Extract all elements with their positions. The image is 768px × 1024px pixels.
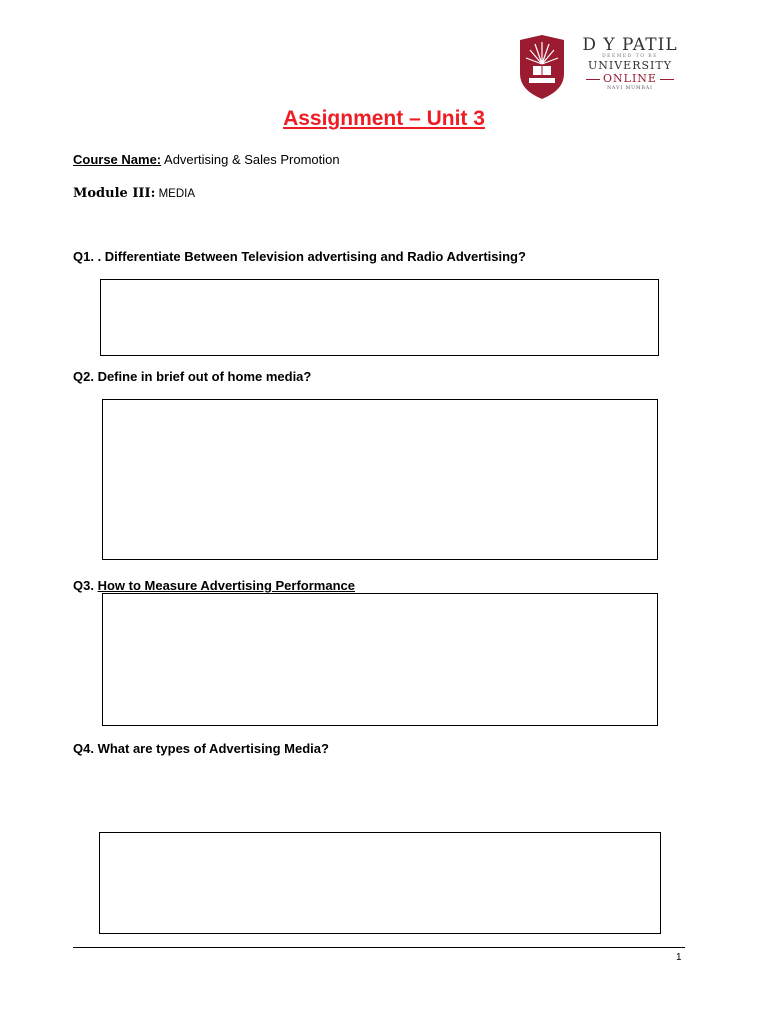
logo-divider xyxy=(586,79,600,80)
logo-city: NAVI MUMBAI xyxy=(607,86,653,91)
module-value: MEDIA xyxy=(155,188,196,200)
answer-box-1[interactable] xyxy=(100,279,659,356)
question-3-text: How to Measure Advertising Performance xyxy=(97,578,355,593)
logo-online: ONLINE xyxy=(603,72,657,85)
course-name xyxy=(73,152,340,167)
answer-box-2[interactable] xyxy=(102,399,658,560)
logo-tagline: DEEMED TO BE xyxy=(602,54,658,59)
footer-divider xyxy=(73,947,685,948)
university-logo xyxy=(518,34,684,102)
question-3-prefix: Q3. xyxy=(73,578,98,593)
page-number: 1 xyxy=(676,952,682,963)
shield-emblem-icon xyxy=(518,34,566,100)
module-name xyxy=(73,185,195,201)
page-title: Assignment – Unit 3 xyxy=(283,107,485,130)
course-label: Course Name: xyxy=(73,152,162,167)
question-3 xyxy=(73,578,355,593)
logo-divider xyxy=(660,79,674,80)
question-2: Q2. Define in brief out of home media? xyxy=(73,369,312,384)
question-1: Q1. . Differentiate Between Television advertising and Radio Advertising? xyxy=(73,249,526,264)
logo-name: D Y PATIL xyxy=(582,35,678,55)
answer-box-4[interactable] xyxy=(99,832,661,934)
question-4: Q4. What are types of Advertising Media? xyxy=(73,741,329,756)
module-label: Module III: xyxy=(73,186,156,201)
answer-box-3[interactable] xyxy=(102,593,658,726)
course-value: Advertising & Sales Promotion xyxy=(161,152,340,167)
logo-university: UNIVERSITY xyxy=(588,59,672,72)
